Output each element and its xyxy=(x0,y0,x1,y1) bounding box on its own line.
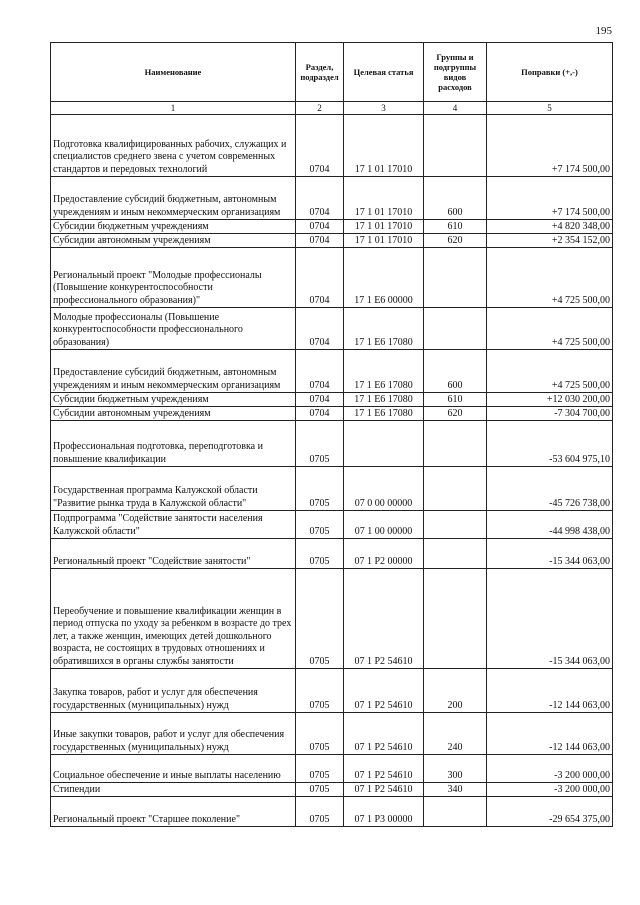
row-section: 0704 xyxy=(296,393,344,407)
row-target: 17 1 E6 17080 xyxy=(344,393,424,407)
row-group xyxy=(424,569,487,669)
row-group: 620 xyxy=(424,407,487,421)
row-group: 240 xyxy=(424,713,487,755)
row-name: Предоставление субсидий бюджетным, автономным учреждениям и иным некоммерческим организациям xyxy=(51,350,296,393)
header-name: Наименование xyxy=(51,43,296,102)
row-target: 17 1 01 17010 xyxy=(344,220,424,234)
row-group: 600 xyxy=(424,350,487,393)
row-target: 07 1 P2 54610 xyxy=(344,783,424,797)
row-name: Региональный проект "Содействие занятости" xyxy=(51,539,296,569)
column-number: 3 xyxy=(344,102,424,115)
row-amount: +4 820 348,00 xyxy=(487,220,613,234)
row-group xyxy=(424,797,487,827)
table-row xyxy=(51,539,613,569)
table-row xyxy=(51,350,613,393)
table-row xyxy=(51,177,613,220)
header-target: Целевая статья xyxy=(344,43,424,102)
row-target: 07 1 P2 54610 xyxy=(344,713,424,755)
row-section: 0705 xyxy=(296,783,344,797)
table-header-row xyxy=(51,43,613,102)
row-amount: +2 354 152,00 xyxy=(487,234,613,248)
row-amount: -12 144 063,00 xyxy=(487,669,613,713)
column-number: 4 xyxy=(424,102,487,115)
row-name: Переобучение и повышение квалификации женщин в период отпуска по уходу за ребенком в возрасте до трех лет, а также женщин, имеющих детей дошкольного возраста, не состоящих в трудовых отношениях и обратившихся в органы службы занятости xyxy=(51,569,296,669)
column-numbers-row xyxy=(51,102,613,115)
row-name: Подпрограмма "Содействие занятости населения Калужской области" xyxy=(51,511,296,539)
table-row xyxy=(51,248,613,308)
row-name: Социальное обеспечение и иные выплаты населению xyxy=(51,755,296,783)
row-section: 0705 xyxy=(296,539,344,569)
row-name: Профессиональная подготовка, переподготовка и повышение квалификации xyxy=(51,421,296,467)
row-target: 17 1 E6 17080 xyxy=(344,308,424,350)
table-row xyxy=(51,797,613,827)
budget-amendments-table xyxy=(50,42,613,827)
row-group xyxy=(424,421,487,467)
row-target: 17 1 01 17010 xyxy=(344,177,424,220)
table-row xyxy=(51,511,613,539)
row-name: Предоставление субсидий бюджетным, автономным учреждениям и иным некоммерческим организациям xyxy=(51,177,296,220)
row-section: 0704 xyxy=(296,177,344,220)
row-target: 07 1 P2 54610 xyxy=(344,569,424,669)
row-group xyxy=(424,511,487,539)
row-name: Стипендии xyxy=(51,783,296,797)
table-row xyxy=(51,308,613,350)
row-section: 0704 xyxy=(296,220,344,234)
row-section: 0704 xyxy=(296,308,344,350)
header-amendment: Поправки (+,-) xyxy=(487,43,613,102)
row-amount: -3 200 000,00 xyxy=(487,783,613,797)
row-group: 340 xyxy=(424,783,487,797)
row-target: 17 1 E6 17080 xyxy=(344,407,424,421)
table-row xyxy=(51,421,613,467)
row-amount: -29 654 375,00 xyxy=(487,797,613,827)
header-section: Раздел, подраздел xyxy=(296,43,344,102)
row-amount: -15 344 063,00 xyxy=(487,539,613,569)
row-amount: +12 030 200,00 xyxy=(487,393,613,407)
row-section: 0704 xyxy=(296,350,344,393)
header-group: Группы и подгруппы видов расходов xyxy=(424,43,487,102)
table-row xyxy=(51,783,613,797)
row-group xyxy=(424,539,487,569)
row-group xyxy=(424,308,487,350)
column-number: 5 xyxy=(487,102,613,115)
row-section: 0705 xyxy=(296,569,344,669)
row-name: Подготовка квалифицированных рабочих, служащих и специалистов среднего звена с учетом современных стандартов и передовых технологий xyxy=(51,115,296,177)
row-group: 300 xyxy=(424,755,487,783)
row-target: 17 1 01 17010 xyxy=(344,234,424,248)
row-section: 0705 xyxy=(296,797,344,827)
row-amount: -44 998 438,00 xyxy=(487,511,613,539)
column-number: 1 xyxy=(51,102,296,115)
row-amount: +7 174 500,00 xyxy=(487,115,613,177)
row-name: Закупка товаров, работ и услуг для обеспечения государственных (муниципальных) нужд xyxy=(51,669,296,713)
row-target: 17 1 E6 17080 xyxy=(344,350,424,393)
table-row xyxy=(51,669,613,713)
row-group xyxy=(424,248,487,308)
row-target: 07 0 00 00000 xyxy=(344,467,424,511)
row-target: 07 1 P2 54610 xyxy=(344,755,424,783)
row-target: 07 1 P3 00000 xyxy=(344,797,424,827)
row-name: Иные закупки товаров, работ и услуг для обеспечения государственных (муниципальных) нужд xyxy=(51,713,296,755)
row-amount: -12 144 063,00 xyxy=(487,713,613,755)
row-amount: -3 200 000,00 xyxy=(487,755,613,783)
row-target xyxy=(344,421,424,467)
row-section: 0704 xyxy=(296,234,344,248)
row-amount: +4 725 500,00 xyxy=(487,248,613,308)
row-name: Государственная программа Калужской области "Развитие рынка труда в Калужской области" xyxy=(51,467,296,511)
row-group: 200 xyxy=(424,669,487,713)
row-section: 0705 xyxy=(296,421,344,467)
row-name: Региональный проект "Молодые профессионалы (Повышение конкурентоспособности профессионального образования)" xyxy=(51,248,296,308)
row-name: Молодые профессионалы (Повышение конкурентоспособности профессионального образования) xyxy=(51,308,296,350)
table-row xyxy=(51,393,613,407)
row-group: 610 xyxy=(424,393,487,407)
row-name: Субсидии бюджетным учреждениям xyxy=(51,393,296,407)
row-section: 0704 xyxy=(296,115,344,177)
row-target: 17 1 01 17010 xyxy=(344,115,424,177)
row-amount: -15 344 063,00 xyxy=(487,569,613,669)
table-row xyxy=(51,115,613,177)
row-name: Субсидии автономным учреждениям xyxy=(51,234,296,248)
table-row xyxy=(51,755,613,783)
table-row xyxy=(51,220,613,234)
row-name: Субсидии бюджетным учреждениям xyxy=(51,220,296,234)
row-amount: -7 304 700,00 xyxy=(487,407,613,421)
row-target: 07 1 00 00000 xyxy=(344,511,424,539)
row-name: Субсидии автономным учреждениям xyxy=(51,407,296,421)
row-section: 0704 xyxy=(296,248,344,308)
table-row xyxy=(51,234,613,248)
row-section: 0705 xyxy=(296,467,344,511)
row-section: 0705 xyxy=(296,713,344,755)
row-section: 0705 xyxy=(296,511,344,539)
row-group: 620 xyxy=(424,234,487,248)
row-group: 610 xyxy=(424,220,487,234)
row-group: 600 xyxy=(424,177,487,220)
row-section: 0705 xyxy=(296,669,344,713)
table-row xyxy=(51,569,613,669)
page-number: 195 xyxy=(595,25,612,37)
table-row xyxy=(51,407,613,421)
row-target: 17 1 E6 00000 xyxy=(344,248,424,308)
row-amount: -45 726 738,00 xyxy=(487,467,613,511)
table-row xyxy=(51,713,613,755)
row-group xyxy=(424,467,487,511)
row-section: 0705 xyxy=(296,755,344,783)
row-section: 0704 xyxy=(296,407,344,421)
row-amount: +7 174 500,00 xyxy=(487,177,613,220)
row-amount: -53 604 975,10 xyxy=(487,421,613,467)
row-target: 07 1 P2 00000 xyxy=(344,539,424,569)
row-amount: +4 725 500,00 xyxy=(487,350,613,393)
row-group xyxy=(424,115,487,177)
row-target: 07 1 P2 54610 xyxy=(344,669,424,713)
column-number: 2 xyxy=(296,102,344,115)
row-amount: +4 725 500,00 xyxy=(487,308,613,350)
table-row xyxy=(51,467,613,511)
row-name: Региональный проект "Старшее поколение" xyxy=(51,797,296,827)
